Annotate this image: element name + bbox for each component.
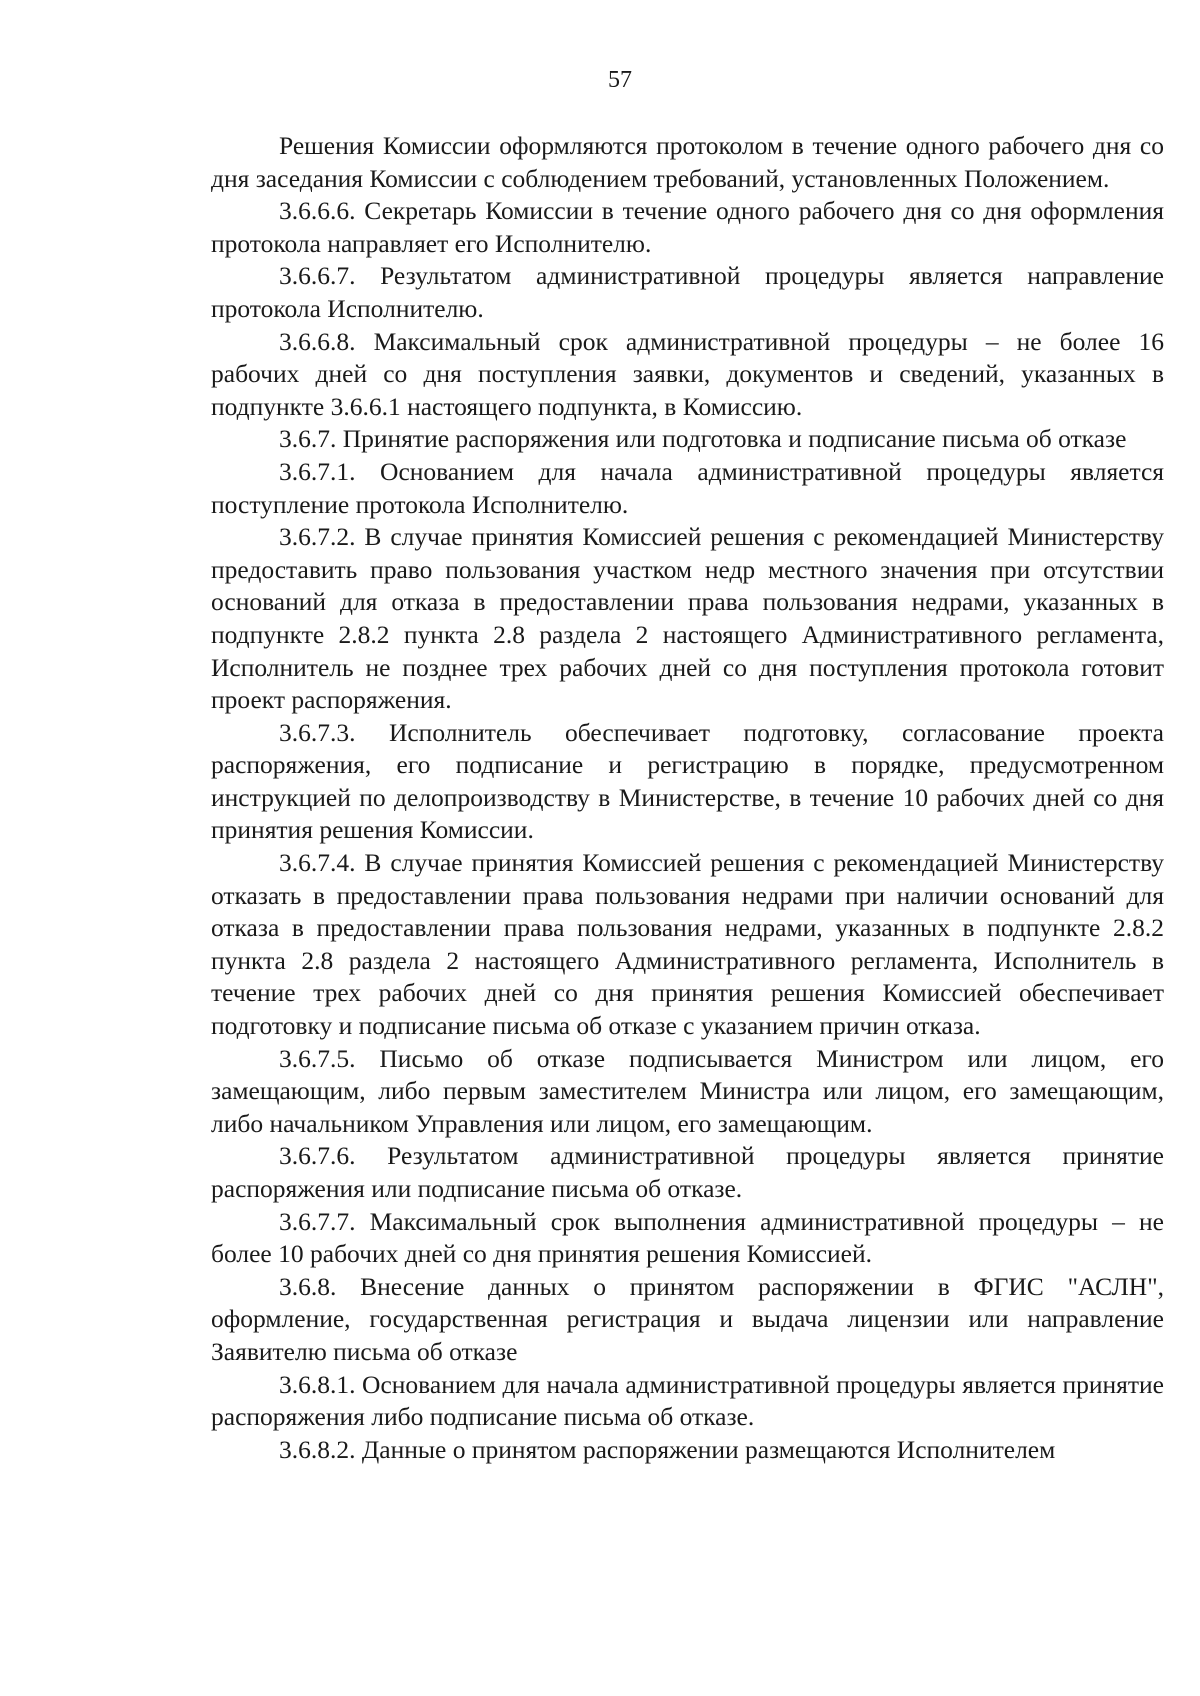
paragraph-3-6-7-1: 3.6.7.1. Основанием для начала административной процедуры является поступление протокола Исполнителю. <box>211 456 1164 519</box>
paragraph-3-6-6-8: 3.6.6.8. Максимальный срок административной процедуры – не более 16 рабочих дней со дня поступления заявки, документов и сведений, указанных в подпункте 3.6.6.1 настоящего подпункта, в Комиссию. <box>211 326 1164 421</box>
paragraph-3-6-7-5: 3.6.7.5. Письмо об отказе подписывается Министром или лицом, его замещающим, либо первым заместителем Министра или лицом, его замещающим, либо начальником Управления или лицом, его замещающим. <box>211 1043 1164 1138</box>
paragraph-3-6-8-1: 3.6.8.1. Основанием для начала административной процедуры является принятие распоряжения либо подписание письма об отказе. <box>211 1369 1164 1432</box>
paragraph-3-6-7-3: 3.6.7.3. Исполнитель обеспечивает подготовку, согласование проекта распоряжения, его подписание и регистрацию в порядке, предусмотренном инструкцией по делопроизводству в Министерстве, в течение 10 рабочих дней со дня принятия решения Комиссии. <box>211 717 1164 845</box>
paragraph-3-6-8-heading: 3.6.8. Внесение данных о принятом распоряжении в ФГИС "АСЛН", оформление, государственная регистрация и выдача лицензии или направление Заявителю письма об отказе <box>211 1271 1164 1366</box>
paragraph-3-6-7-2: 3.6.7.2. В случае принятия Комиссией решения с рекомендацией Министерству предоставить право пользования участком недр местного значения при отсутствии оснований для отказа в предоставлении права пользования недрами, указанных в подпункте 2.8.2 пункта 2.8 раздела 2 настоящего Административного регламента, Исполнитель не позднее трех рабочих дней со дня поступления протокола готовит проект распоряжения. <box>211 522 1164 715</box>
paragraph-3-6-7-6: 3.6.7.6. Результатом административной процедуры является принятие распоряжения или подписание письма об отказе. <box>211 1141 1164 1203</box>
document-body <box>211 130 1164 1466</box>
page-number: 57 <box>608 67 632 93</box>
paragraph-3-6-6-7: 3.6.6.7. Результатом административной процедуры является направление протокола Исполнителю. <box>211 261 1164 323</box>
paragraph-commission-decisions: Решения Комиссии оформляются протоколом в течение одного рабочего дня со дня заседания Комиссии с соблюдением требований, установленных Положением. <box>211 131 1164 193</box>
paragraph-3-6-6-6: 3.6.6.6. Секретарь Комиссии в течение одного рабочего дня со дня оформления протокола направляет его Исполнителю. <box>211 196 1164 258</box>
paragraph-3-6-7-7: 3.6.7.7. Максимальный срок выполнения административной процедуры – не более 10 рабочих дней со дня принятия решения Комиссией. <box>211 1206 1164 1269</box>
paragraph-3-6-7-4: 3.6.7.4. В случае принятия Комиссией решения с рекомендацией Министерству отказать в предоставлении права пользования недрами при наличии оснований для отказа в предоставлении права пользования недрами, указанных в подпункте 2.8.2 пункта 2.8 раздела 2 настоящего Административного регламента, Исполнитель в течение трех рабочих дней со дня принятия решения Комиссией обеспечивает подготовку и подписание письма об отказе с указанием причин отказа. <box>211 848 1164 1041</box>
paragraph-3-6-8-2: 3.6.8.2. Данные о принятом распоряжении размещаются Исполнителем <box>279 1434 1056 1464</box>
paragraph-3-6-7-heading: 3.6.7. Принятие распоряжения или подготовка и подписание письма об отказе <box>279 424 1127 454</box>
